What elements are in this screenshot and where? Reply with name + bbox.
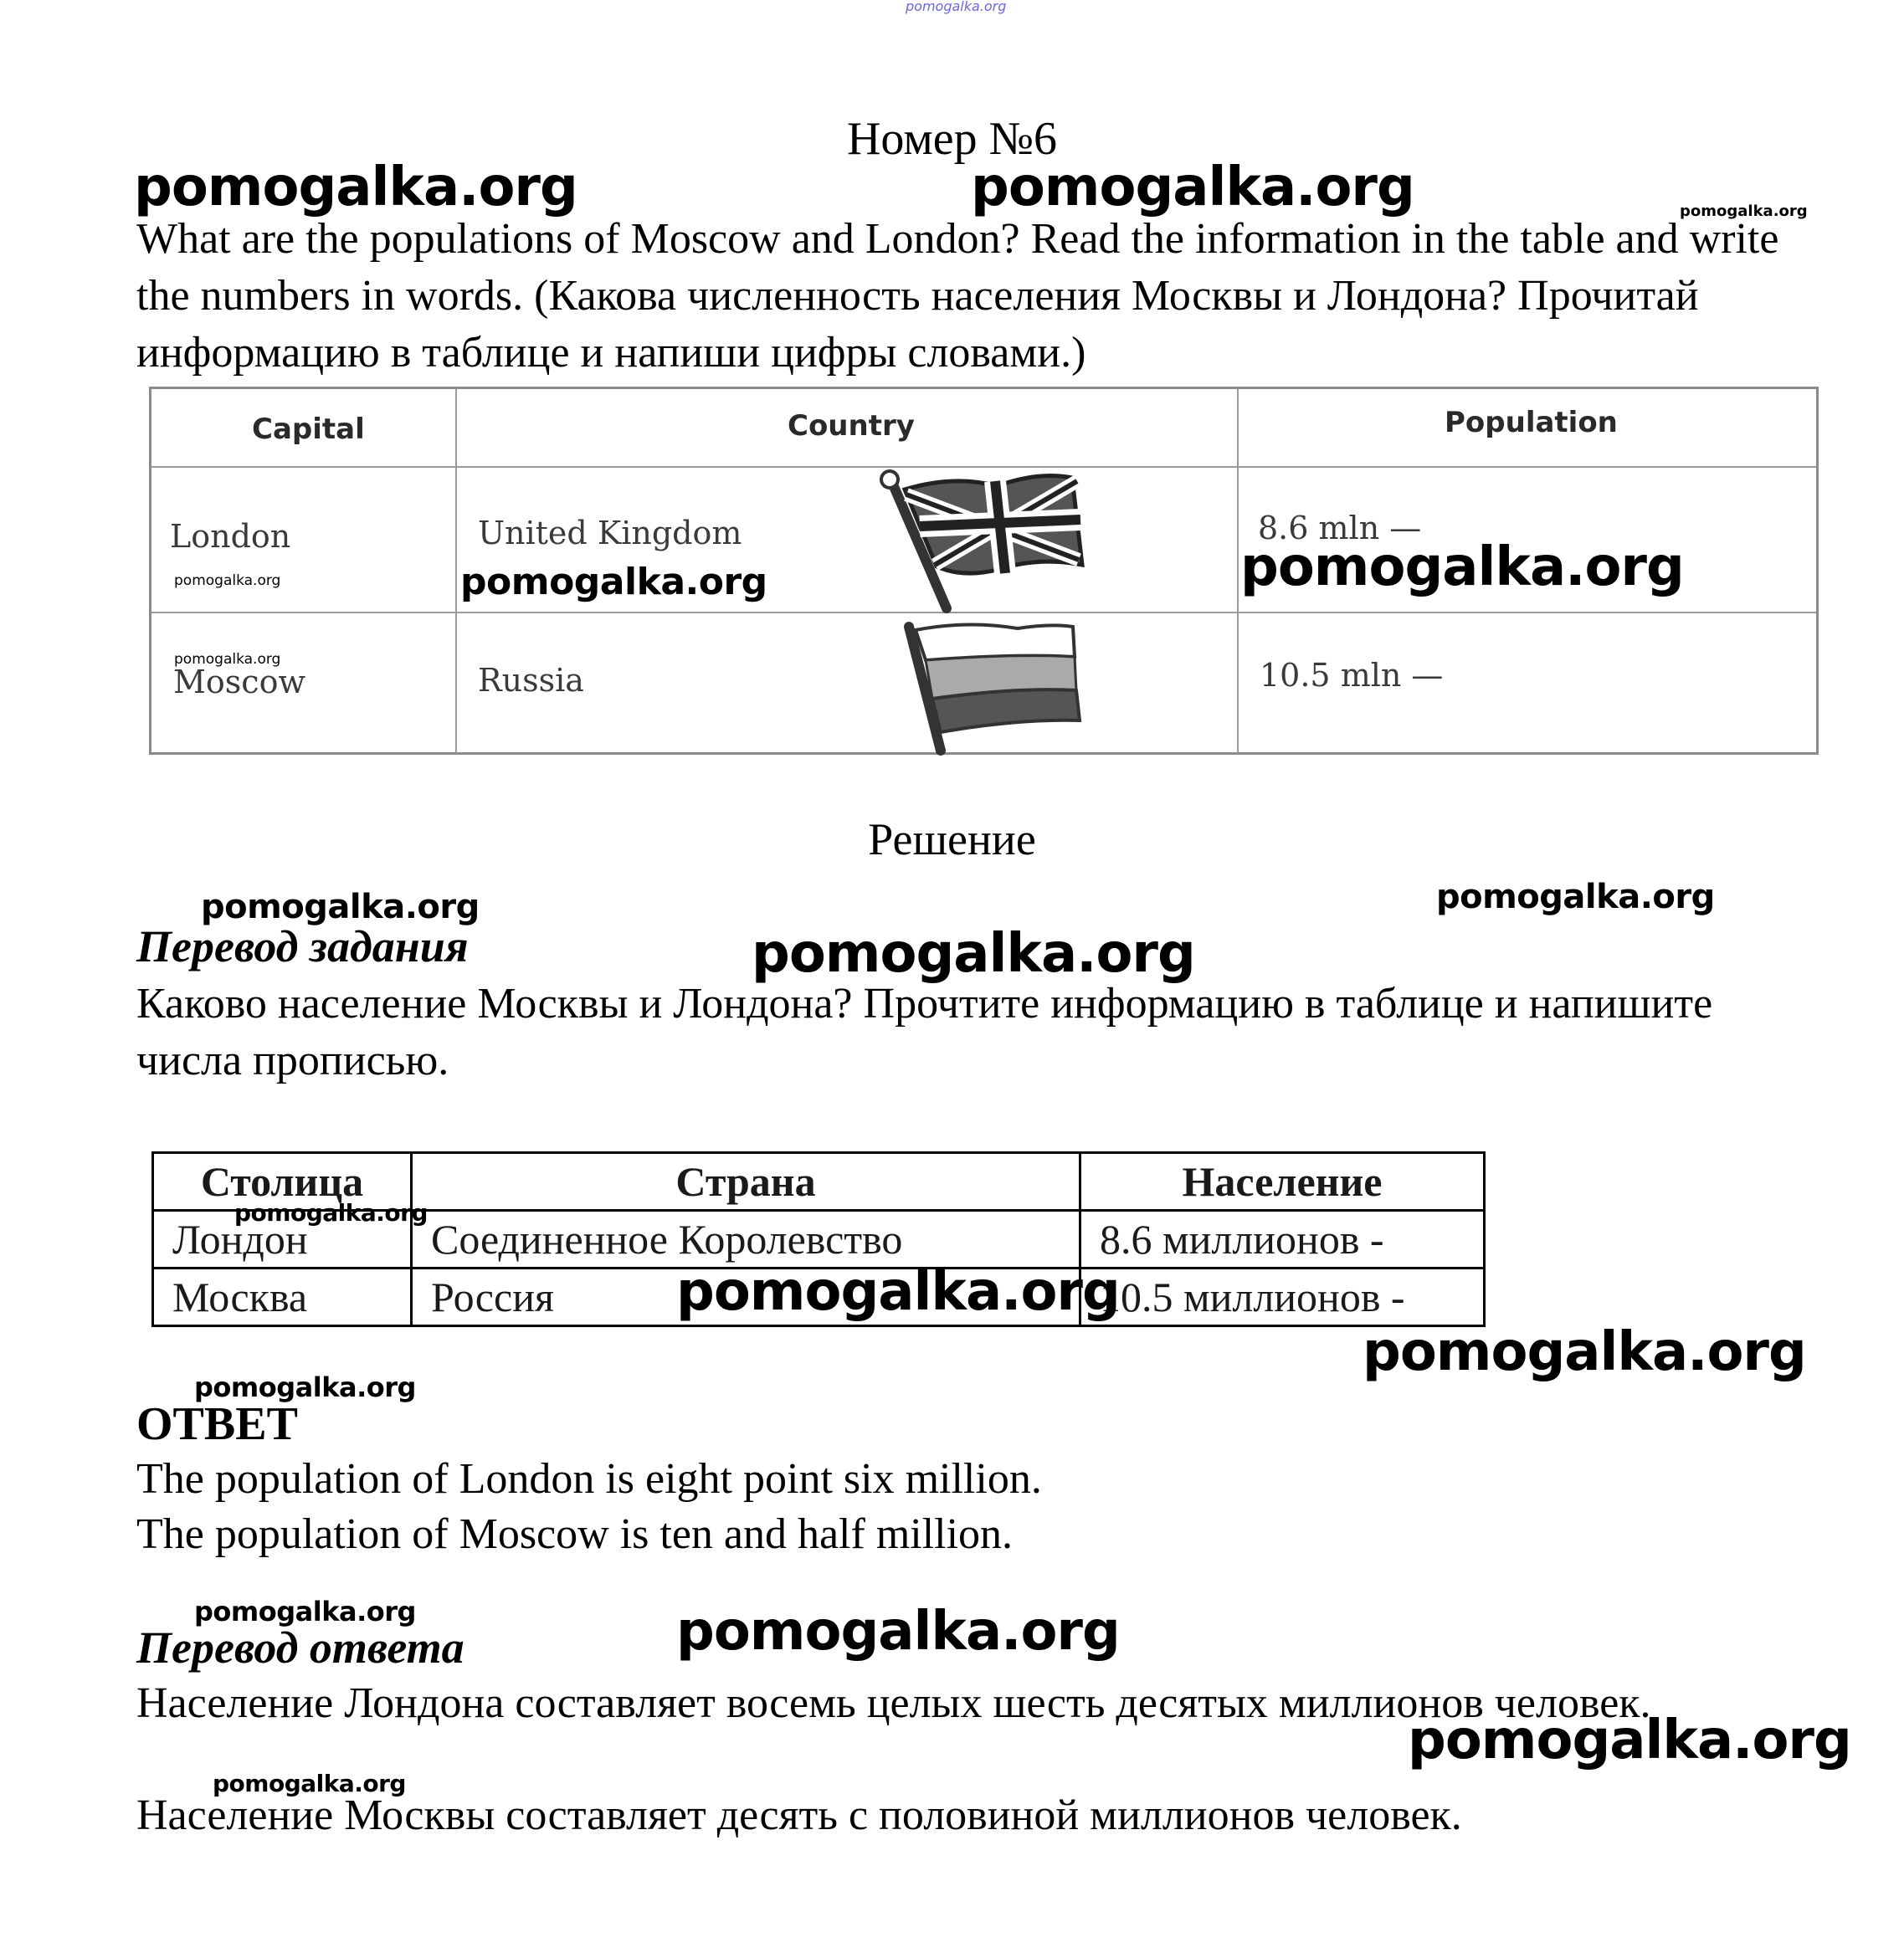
table-header-capital: Capital [252, 413, 365, 446]
table-cell-capital: Moscow [173, 664, 305, 700]
watermark: pomogalka.org [1408, 1709, 1851, 1771]
answer-translation-heading: Перевод ответа [136, 1622, 464, 1673]
table-header-capital: Столица [153, 1153, 412, 1211]
watermark: pomogalka.org [906, 0, 1007, 14]
table-cell-population: 10.5 миллионов - [1080, 1269, 1485, 1326]
watermark: pomogalka.org [194, 1371, 416, 1403]
task-text: What are the populations of Moscow and London? Read the information in the table and write the numbers in words. (Какова численность населения Москвы и Лондона? Прочитай информацию в таблице и напиши цифры словами.) [136, 215, 1779, 377]
watermark: pomogalka.org [174, 651, 281, 668]
watermark: pomogalka.org [1680, 202, 1808, 220]
table-header-country: Country [788, 409, 915, 443]
table-cell-population: 8.6 миллионов - [1080, 1211, 1485, 1269]
table-cell-capital: London [170, 518, 291, 555]
russia-flag-icon [892, 617, 1085, 757]
translation-text: Каково население Москвы и Лондона? Прочтите информацию в таблице и напишите числа прописью. [136, 980, 1713, 1084]
translation-heading: Перевод задания [136, 921, 469, 971]
answer-heading: ОТВЕТ [136, 1398, 298, 1450]
answer-line-2: The population of Moscow is ten and half million. [136, 1510, 1014, 1558]
watermark: pomogalka.org [676, 1601, 1120, 1663]
table-header-country: Страна [412, 1153, 1080, 1211]
watermark: pomogalka.org [1436, 878, 1715, 916]
solution-heading: Решение [868, 814, 1036, 864]
watermark: pomogalka.org [213, 1770, 406, 1797]
watermark: pomogalka.org [752, 923, 1195, 985]
table-cell-capital: Лондон [153, 1211, 412, 1269]
watermark: pomogalka.org [1240, 536, 1684, 598]
watermark: pomogalka.org [234, 1199, 428, 1227]
table-cell-country: Россия [412, 1269, 1080, 1326]
answer-line-1: The population of London is eight point six million. [136, 1455, 1042, 1503]
answer-translation-line-2: Население Москвы составляет десять с половиной миллионов человек. [136, 1791, 1462, 1839]
watermark: pomogalka.org [194, 1596, 416, 1627]
table-header-population: Population [1445, 406, 1618, 439]
watermark: pomogalka.org [1363, 1321, 1806, 1383]
watermark: pomogalka.org [460, 561, 767, 603]
watermark: pomogalka.org [174, 572, 281, 589]
watermark: pomogalka.org [134, 156, 577, 218]
answer-translation-line-1: Население Лондона составляет восемь целых шесть десятых миллионов человек. [136, 1679, 1651, 1727]
watermark: pomogalka.org [201, 888, 480, 926]
watermark: pomogalka.org [971, 156, 1414, 218]
table-cell-population: 8.6 mln — [1258, 510, 1422, 546]
watermark: pomogalka.org [676, 1261, 1120, 1323]
table-cell-population: 10.5 mln — [1260, 657, 1444, 694]
table-cell-country: Соединенное Королевство [412, 1211, 1080, 1269]
page-title: Номер №6 [846, 113, 1058, 165]
uk-flag-icon [871, 466, 1089, 613]
table-cell-capital: Москва [153, 1269, 412, 1326]
table-cell-country: United Kingdom [478, 515, 742, 551]
table-header-population: Население [1080, 1153, 1485, 1211]
table-cell-country: Russia [478, 662, 584, 699]
